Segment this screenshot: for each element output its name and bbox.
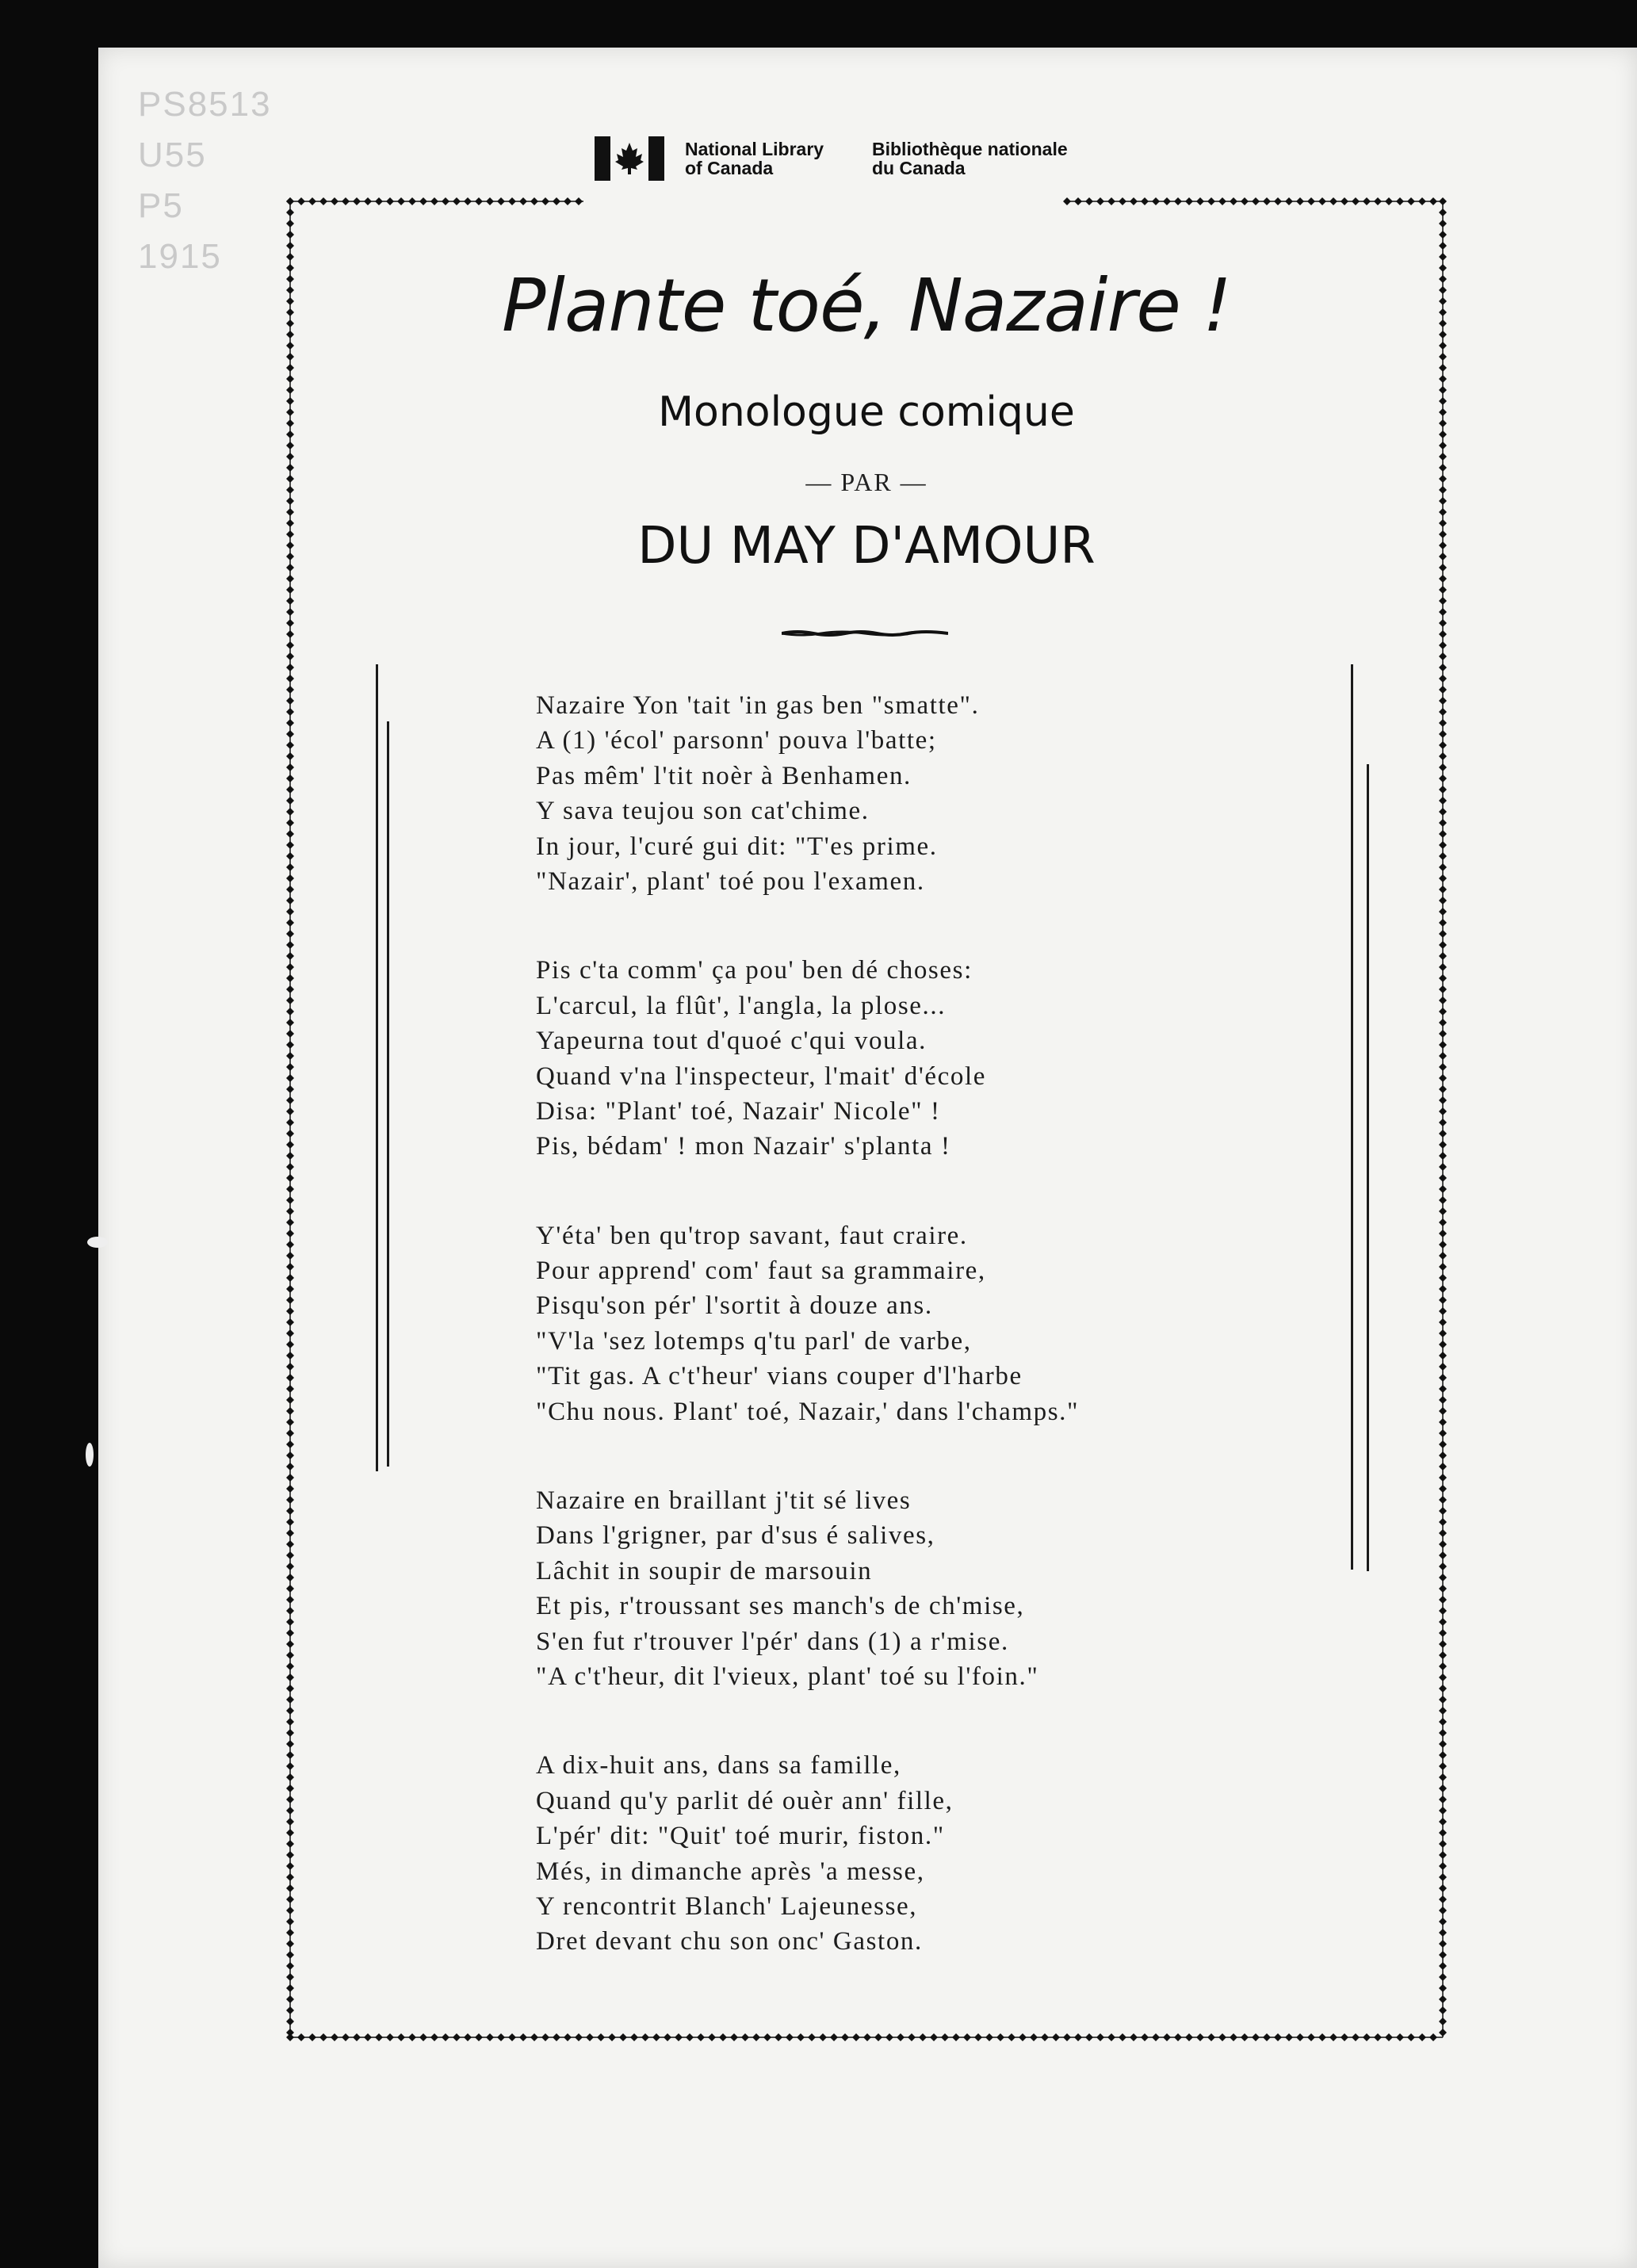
poem-line: S'en fut r'trouver l'pér' dans (1) a r'mise. xyxy=(536,1627,1009,1656)
poem-line: Pisqu'son pér' l'sortit à douze ans. xyxy=(536,1291,933,1321)
poem-line: Pour apprend' com' faut sa grammaire, xyxy=(536,1256,986,1286)
poem-line: "A c't'heur, dit l'vieux, plant' toé su l'foin." xyxy=(536,1662,1039,1691)
archive-mark-line: PS8513 xyxy=(138,85,272,124)
poem-line: Et pis, r'troussant ses manch's de ch'mise, xyxy=(536,1592,1025,1621)
canada-flag-icon xyxy=(595,136,664,181)
poem-line: "Nazair', plant' toé pou l'examen. xyxy=(536,866,925,896)
archive-mark-line: 1915 xyxy=(138,237,222,276)
poem-text xyxy=(536,688,1249,2014)
poem-line: Quand qu'y parlit dé ouèr ann' fille, xyxy=(536,1786,954,1815)
poem-line: Dans l'grigner, par d'sus é salives, xyxy=(536,1521,935,1551)
stanza xyxy=(536,688,1249,899)
left-rule-inner xyxy=(387,721,389,1467)
poem-line: Disa: "Plant' toé, Nazair' Nicole" ! xyxy=(536,1096,941,1126)
poem-line: Lâchit in soupir de marsouin xyxy=(536,1556,873,1585)
library-name-french: Bibliothèque nationale du Canada xyxy=(872,139,1068,178)
right-rule-inner xyxy=(1367,764,1369,1571)
scan-speck xyxy=(86,1443,94,1467)
page-subtitle: Monologue comique xyxy=(658,388,1075,436)
poem-line: Y'éta' ben qu'trop savant, faut craire. xyxy=(536,1221,968,1250)
author-name: DU MAY D'AMOUR xyxy=(637,517,1096,576)
archive-pencil-mark xyxy=(138,79,272,282)
by-line: — PAR — xyxy=(805,468,928,496)
poem-line: Quand v'na l'inspecteur, l'mait' d'école xyxy=(536,1061,986,1091)
poem-line: L'carcul, la flût', l'angla, la plose... xyxy=(536,991,947,1020)
archive-mark-line: P5 xyxy=(138,186,184,225)
stanza xyxy=(536,1218,1249,1429)
poem-line: Dret devant chu son onc' Gaston. xyxy=(536,1927,923,1956)
poem-line: "Chu nous. Plant' toé, Nazair,' dans l'champs." xyxy=(536,1397,1080,1426)
poem-line: Pis c'ta comm' ça pou' ben dé choses: xyxy=(536,956,973,985)
poem-line: Pas mêm' l'tit noèr à Benhamen. xyxy=(536,761,912,790)
stanza xyxy=(536,1483,1249,1694)
poem-line: A dix-huit ans, dans sa famille, xyxy=(536,1751,901,1780)
poem-line: In jour, l'curé gui dit: "T'es prime. xyxy=(536,832,938,861)
archive-mark-line: U55 xyxy=(138,136,207,174)
ornament-divider xyxy=(782,628,948,643)
stanza xyxy=(536,953,1249,1164)
right-rule-outer xyxy=(1351,664,1353,1570)
poem-line: Nazaire Yon 'tait 'in gas ben "smatte". xyxy=(536,691,980,720)
poem-line: Yapeurna tout d'quoé c'qui voula. xyxy=(536,1027,928,1056)
library-name-english: National Library of Canada xyxy=(685,139,824,178)
poem-line: Pis, bédam' ! mon Nazair' s'planta ! xyxy=(536,1132,951,1161)
poem-line: Y rencontrit Blanch' Lajeunesse, xyxy=(536,1891,918,1921)
left-rule-outer xyxy=(376,664,378,1471)
poem-line: Y sava teujou son cat'chime. xyxy=(536,797,870,826)
poem-line: Nazaire en braillant j'tit sé lives xyxy=(536,1486,912,1516)
poem-line: Més, in dimanche après 'a messe, xyxy=(536,1857,925,1886)
poem-line: "Tit gas. A c't'heur' vians couper d'l'harbe xyxy=(536,1362,1023,1391)
poem-line: A (1) 'écol' parsonn' pouva l'batte; xyxy=(536,726,937,755)
stanza xyxy=(536,1748,1249,1959)
library-logo xyxy=(595,136,1070,181)
poem-line: L'pér' dit: "Quit' toé murir, fiston." xyxy=(536,1822,945,1851)
page-title: Plante toé, Nazaire ! xyxy=(501,263,1232,348)
poem-line: "V'la 'sez lotemps q'tu parl' de varbe, xyxy=(536,1326,972,1356)
scan-speck xyxy=(87,1237,108,1248)
